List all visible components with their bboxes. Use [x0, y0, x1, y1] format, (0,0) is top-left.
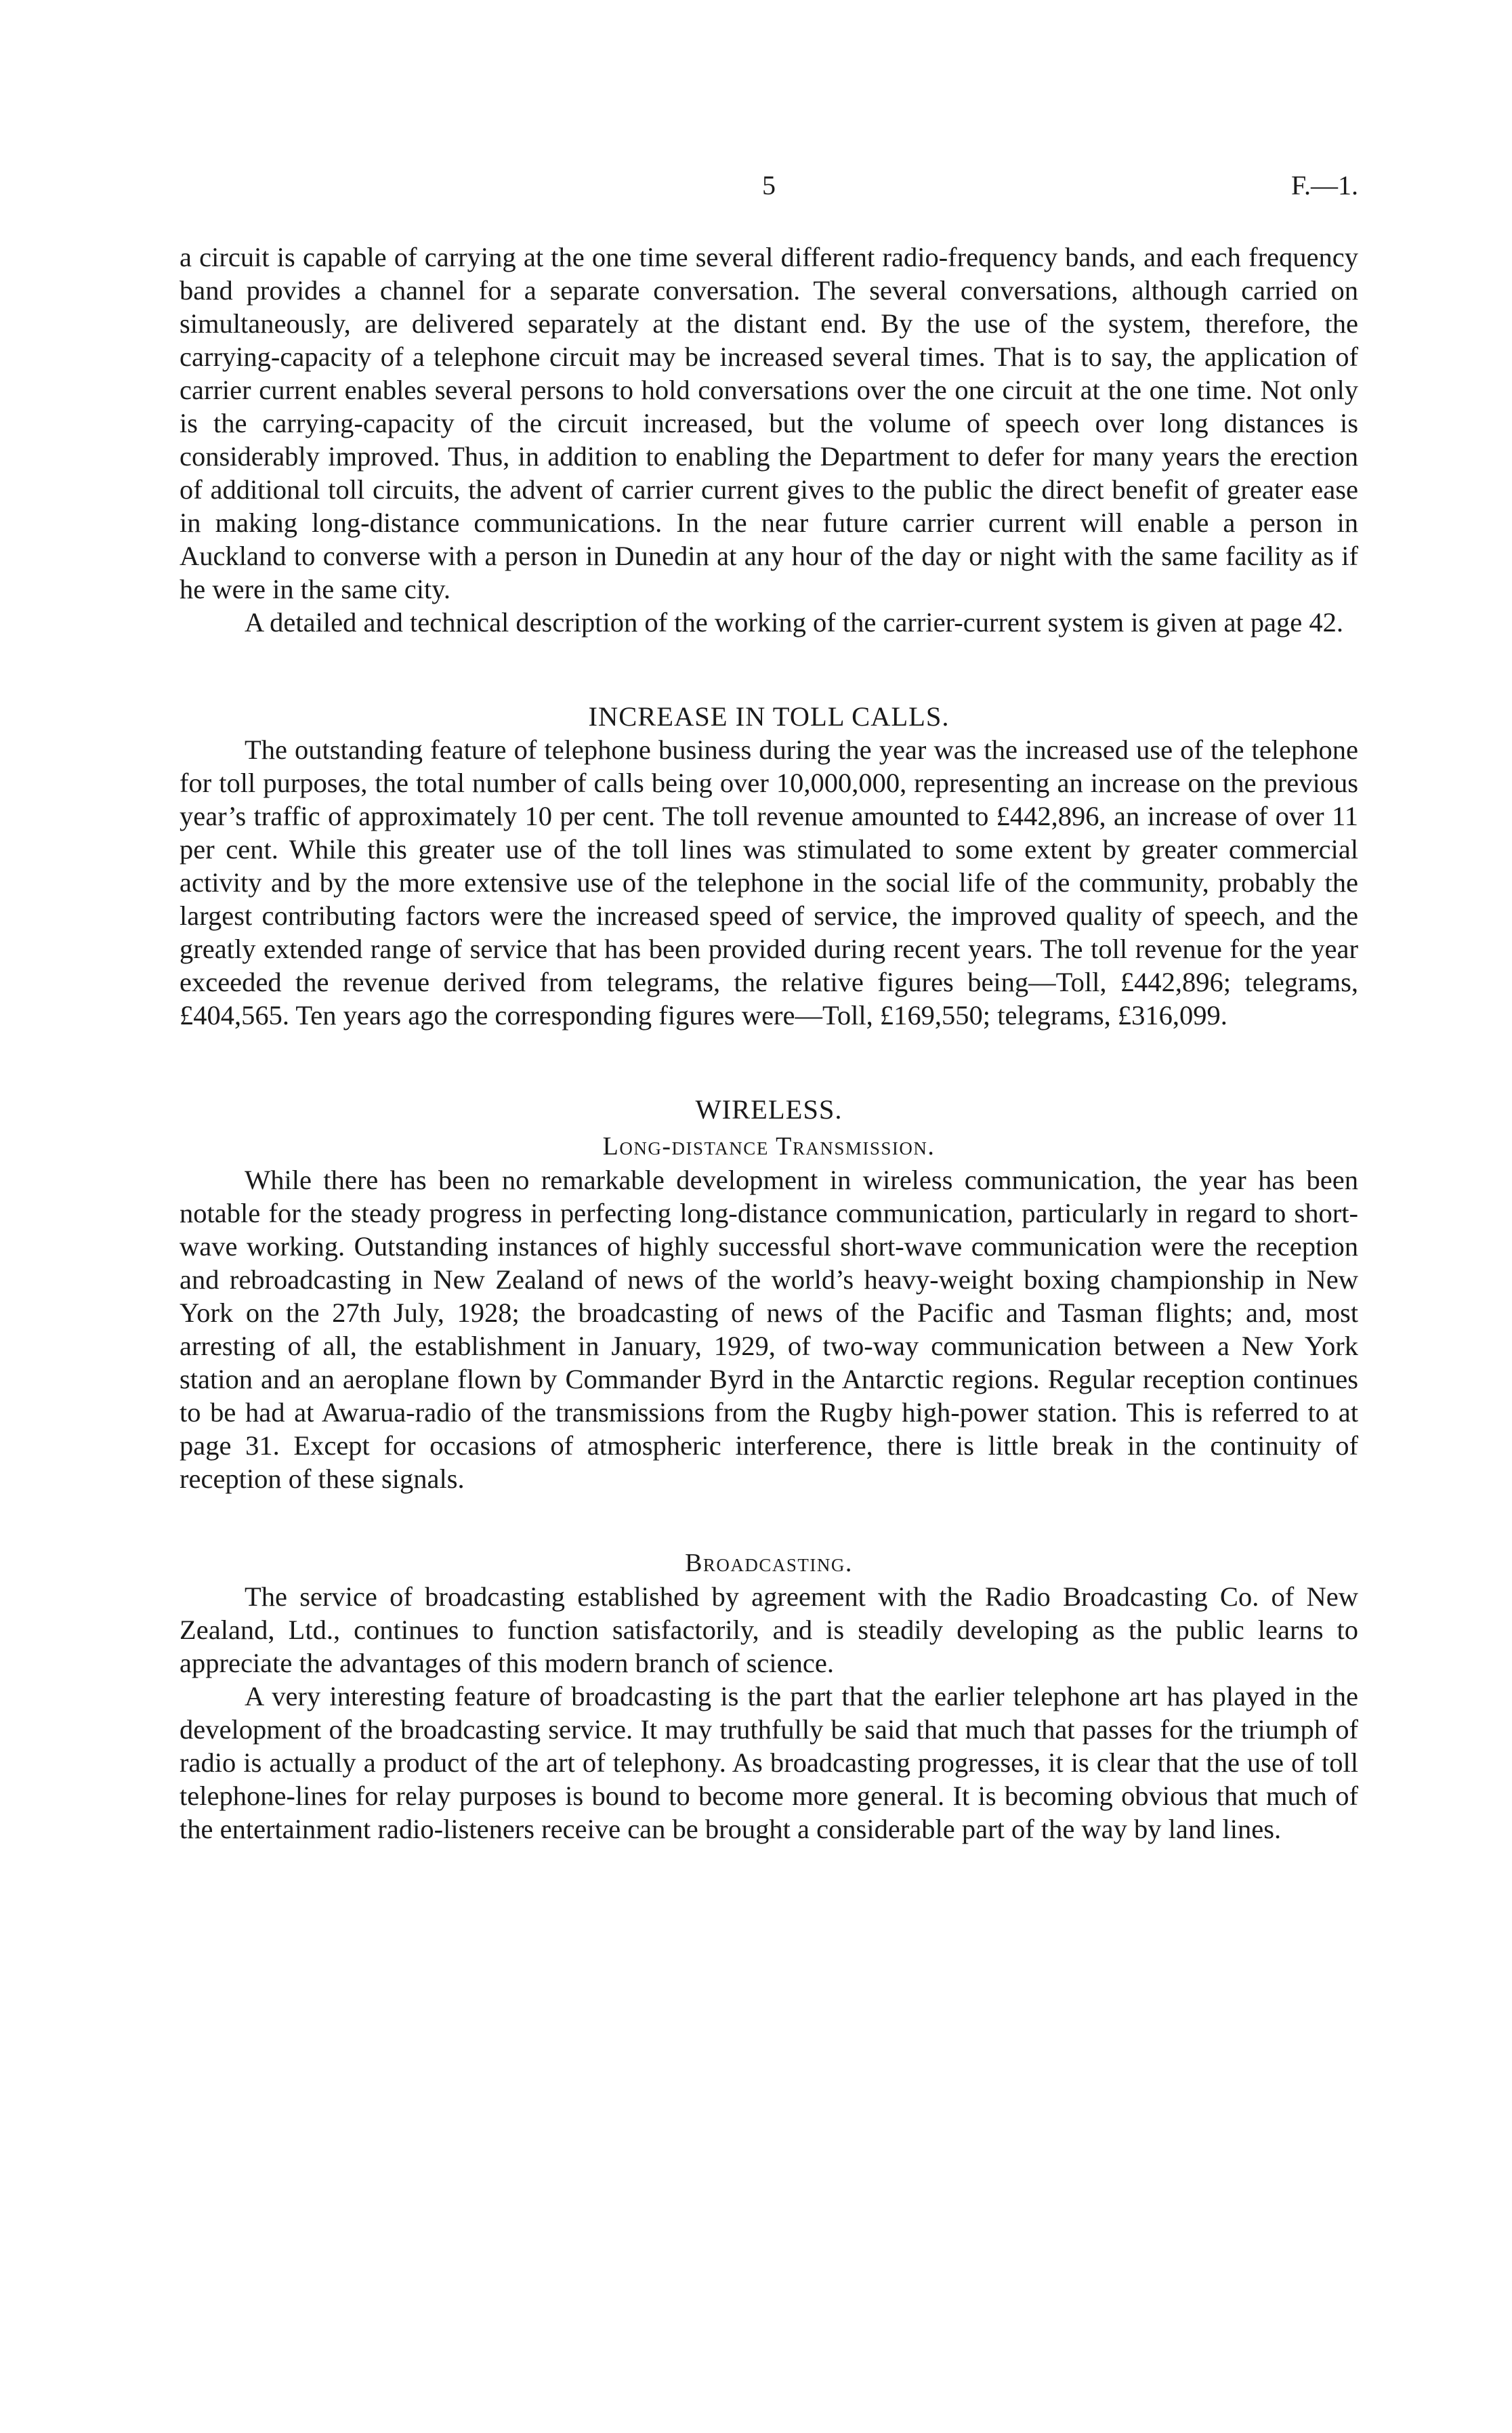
long-distance-subheading: Long-distance Transmission.: [602, 1132, 936, 1161]
broadcasting-paragraph-1: The service of broadcasting established by agreement with the Radio Broadcasting Co. of New Zealand, Ltd., continues to function satisfactorily, and is steadily developing as the public learns to appreciate the advantages of this modern branch of science.: [180, 1581, 1358, 1678]
toll-calls-paragraph-1: The outstanding feature of telephone business during the year was the increased use of the telephone for toll purposes, the total number of calls being over 10,000,000, representing an increase on the previous year’s traffic of approximately 10 per cent. The toll revenue amounted to £442,896, an increase of over 11 per cent. While this greater use of the toll lines was stimulated to some extent by greater commercial activity and by the more extensive use of the telephone in the social life of the community, probably the largest contributing factors were the increased speed of service, the improved quality of speech, and the greatly extended range of service that has been provided during recent years. The toll revenue for the year exceeded the revenue derived from telegrams, the relative figures being—Toll, £442,896; telegrams, £404,565. Ten years ago the corresponding figures were—Toll, £169,550; telegrams, £316,099.: [180, 734, 1358, 1031]
intro-section: [180, 241, 1358, 639]
wireless-paragraph-1: While there has been no remarkable development in wireless communication, the year has been notable for the steady progress in perfecting long-distance communication, particularly in regard to short-wave working. Outstanding instances of highly successful short-wave communication were the reception and rebroadcasting in New Zealand of news of the world’s heavy-weight boxing championship in New York on the 27th July, 1928; the broadcasting of news of the Pacific and Tasman flights; and, most arresting of all, the establishment in January, 1929, of two-way communication between a New York station and an aeroplane flown by Commander Byrd in the Antarctic regions. Regular reception continues to be had at Awarua-radio of the transmissions from the Rugby high-power station. This is referred to at page 31. Except for occasions of atmospheric interference, there is little break in the continuity of reception of these signals.: [180, 1165, 1358, 1494]
wireless-section: [180, 1093, 1358, 1495]
intro-paragraph-1: a circuit is capable of carrying at the one time several different radio-frequency bands, and each frequency band provides a channel for a separate conversation. The several conversations, although carried on simultaneously, are delivered separately at the distant end. By the use of the system, therefore, the carrying-capacity of a telephone circuit may be increased several times. That is to say, the application of carrier current enables several persons to hold conversations over the one circuit at the one time. Not only is the carrying-capacity of the circuit increased, but the volume of speech over long distances is considerably improved. Thus, in addition to enabling the Department to defer for many years the erection of additional toll circuits, the advent of carrier current gives to the public the direct benefit of greater ease in making long-distance communications. In the near future carrier current will enable a person in Auckland to converse with a person in Dunedin at any hour of the day or night with the same facility as if he were in the same city.: [180, 242, 1358, 604]
toll-calls-heading: INCREASE IN TOLL CALLS.: [588, 701, 950, 732]
wireless-heading: WIRELESS.: [695, 1094, 843, 1125]
toll-calls-section: [180, 700, 1358, 1032]
page-number: 5: [762, 170, 776, 201]
broadcasting-subheading: Broadcasting.: [685, 1549, 853, 1577]
broadcasting-paragraph-2: A very interesting feature of broadcasting is the part that the earlier telephone art has played in the development of the broadcasting service. It may truthfully be said that much that passes for the triumph of radio is actually a product of the art of telephony. As broadcasting progresses, it is clear that the use of toll telephone-lines for relay purposes is bound to become more general. It is becoming obvious that much of the entertainment radio-listeners receive can be brought a considerable part of the way by land lines.: [180, 1681, 1358, 1844]
intro-paragraph-2: A detailed and technical description of the working of the carrier-current system is given at page 42.: [245, 607, 1343, 638]
page-body: [180, 241, 1358, 1846]
document-reference: F.—1.: [1290, 170, 1358, 201]
broadcasting-section: [180, 1547, 1358, 1846]
page-header: [180, 169, 1358, 210]
